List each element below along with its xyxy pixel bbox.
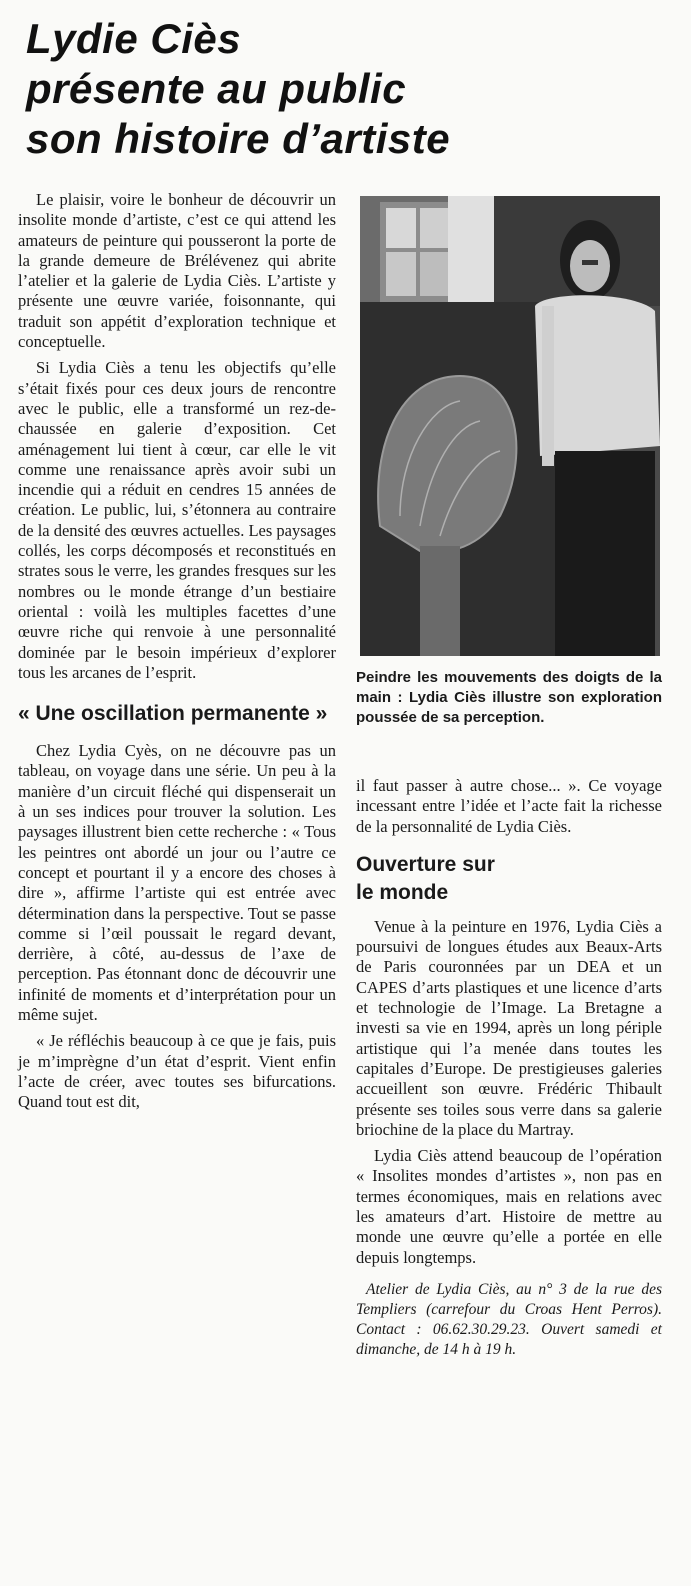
contact-info: Atelier de Lydia Ciès, au n° 3 de la rue des Templiers (carrefour du Croas Hent Perros). Contact : 06.62.30.29.23. Ouvert samedi et dimanche, de 14 h à 19 h. [356, 1280, 662, 1358]
paragraph-intro: Le plaisir, voire le bonheur de découvrir un insolite monde d’artiste, c’est ce qui attend les amateurs de peinture qui pousseront la porte de la grande demeure de Brélévenez qui abrite l’atelier et la galerie de Lydia Ciès. L’artiste y présente une œuvre variée, foisonnante, qui traduit son appétit d’exploration technique et conceptuelle. [18, 190, 336, 352]
paragraph-gallery: Si Lydia Ciès a tenu les objectifs qu’elle s’était fixés pour ces deux jours de rencontre avec le public, elle a transformé un rez-de-chaussée en galerie d’exposition. Cet aménagement lui tient à cœur, car elle le vit comme une renaissance après avoir subi un incendie qui a réduit en cendres 15 années de création. Le public, lui, s’étonnera au contraire de la densité des œuvres actuelles. Les paysages collés, les corps décomposés et reconstitués en strates sous le verre, les grandes fresques sur les nombres ou le monde étrange d’un bestiaire oriental : voilà les multiples facettes d’une œuvre riche qui renvoie à une personnalité dominée par le besoin impérieux d’explorer tous les arcanes de l’esprit. [18, 358, 336, 682]
paragraph-biography: Venue à la peinture en 1976, Lydia Ciès a poursuivi de longues études aux Beaux-Arts de Paris couronnées par un DEA et un CAPES d’arts plastiques et une licence d’arts et technologie de l’Image. La Bretagne a investi sa vie en 1994, après un long périple artistique qui l’a menée dans toutes les capitales d’Europe. De prestigieuses galeries accueillent son œuvre. Frédéric Thibault présente ses toiles sous verre dans sa galerie briochine de la place du Martray. [356, 916, 662, 1139]
subheading-ouverture: Ouverture sur le monde [356, 852, 495, 904]
headline-line-1: Lydie Ciès [26, 15, 242, 62]
headline-line-3: son histoire d’artiste [26, 115, 451, 162]
left-column [18, 190, 336, 1118]
photo-caption: Peindre les mouvements des doigts de la main : Lydia Ciès illustre son exploration poussée de sa perception. [356, 669, 662, 726]
subheading-oscillation: « Une oscillation permanente » [18, 702, 328, 726]
article-headline [26, 14, 666, 164]
paragraph-continuation: il faut passer à autre chose... ». Ce voyage incessant entre l’idée et l’acte fait la richesse de la personnalité de Lydia Ciès. [356, 776, 662, 836]
artist-photo [360, 196, 660, 656]
paragraph-series: Chez Lydia Cyès, on ne découvre pas un tableau, on voyage dans une série. Un peu à la manière d’un circuit fléché qui dispenserait un à un ses indices pour trouver la solution. Les paysages illustrent bien cette recherche : « Tous les peintres ont abordé un jour ou l’autre ce concept et pourtant il y a encore des choses à dire », affirme l’artiste qui est entrée avec détermination dans la perspective. Tout se passe comme si l’œil poussait le regard devant, derrière, à côté, au-dessus de l’axe de perception. Pas étonnant donc de découvrir une infinité de moments et d’interprétation pour un même sujet. [18, 741, 336, 1024]
headline-line-2: présente au public [26, 65, 407, 112]
right-column [356, 776, 662, 1360]
paragraph-quote: « Je réfléchis beaucoup à ce que je fais, puis je m’imprègne d’un état d’esprit. Vient enfin l’acte de créer, avec toutes ses bifurcations. Quand tout est dit, [18, 1031, 336, 1112]
paragraph-operation: Lydia Ciès attend beaucoup de l’opération « Insolites mondes d’artistes », non pas en termes économiques, mais en relations avec les amateurs d’art. Histoire de mettre au monde une œuvre qu’elle a portée en elle depuis longtemps. [356, 1146, 662, 1267]
artist-photo-illustration [360, 196, 660, 656]
